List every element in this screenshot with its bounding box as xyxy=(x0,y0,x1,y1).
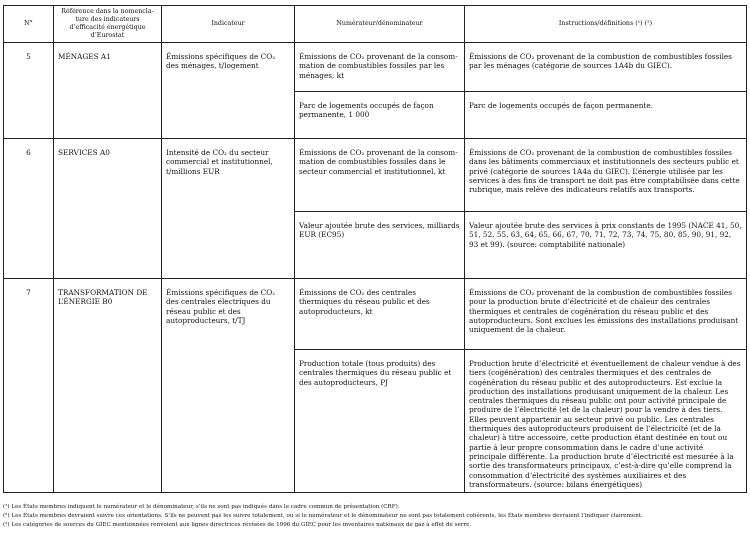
footnote-2: (²) Les États membres devraient suivre ces orientations. S’ils ne peuvent pas les suivre totalement, ou si le numérateur et le dénominateur ne sont pas totalement cohérents, les États membres devraient l’indiquer clairement. xyxy=(3,513,643,519)
footnote-3: (³) Les catégories de sources du GIEC mentionnées renvoient aux lignes directrices révisées de 1996 du GIEC pour les inventaires nationaux de gaz à effet de serre. xyxy=(3,522,472,528)
instruction-cell: Émissions de CO₂ provenant de la combustion de combustibles fossiles pour la production brute d’électricité et de chaleur des centrales thermiques et centrales de cogénération du réseau public et des autoproducteurs. Sont exclues les émissions des installations produisant uniquement de la chaleur. xyxy=(465,279,747,350)
row-reference: MÉNAGES A1 xyxy=(54,43,162,139)
header-reference: Référence dans la nomenclature des indicateurs d’efficacité énergétique d’Eurostat xyxy=(54,6,162,43)
numerator-cell: Émissions de CO₂ provenant de la consommation de combustibles fossiles dans le secteur commercial et institutionnel, kt xyxy=(295,139,465,212)
table-row xyxy=(4,279,747,350)
row-indicator: Intensité de CO₂ du secteur commercial et institutionnel, t/millions EUR xyxy=(162,139,295,279)
header-number: N° xyxy=(4,6,54,43)
row-indicator: Émissions spécifiques de CO₂ des centrales électriques du réseau public et des autoproducteurs, t/TJ xyxy=(162,279,295,493)
row-indicator: Émissions spécifiques de CO₂ des ménages, t/logement xyxy=(162,43,295,139)
row-number: 7 xyxy=(4,279,54,493)
instruction-cell: Émissions de CO₂ provenant de la combustion de combustibles fossiles dans les bâtiments commerciaux et institutionnels des secteurs public et privé (catégorie de sources 1A4a du GIEC). L’énergie utilisée par les services à des fins de transport ne doit pas être comptabilisée dans cette rubrique, mais relève des indicateurs relatifs aux transports. xyxy=(465,139,747,212)
denominator-cell: Production totale (tous produits) des centrales thermiques du réseau public et des autoproducteurs, PJ xyxy=(295,350,465,493)
instruction-cell: Émissions de CO₂ provenant de la combustion de combustibles fossiles par les ménages (catégorie de sources 1A4b du GIEC). xyxy=(465,43,747,92)
denominator-cell: Valeur ajoutée brute des services, milliards EUR (EC95) xyxy=(295,212,465,279)
header-instructions: Instructions/définitions (¹) (²) xyxy=(465,6,747,43)
footnotes xyxy=(3,503,746,530)
instruction-cell: Production brute d’électricité et éventuellement de chaleur vendue à des tiers (cogénération) des centrales thermiques et des centrales de cogénération du réseau public et des autoproducteurs. Est exclue la production des installations produisant uniquement de la chaleur. Les centrales thermiques du réseau public ont pour activité principale de produire de l’électricité (et de la chaleur) pour la vendre à des tiers. Elles peuvent appartenir au secteur privé ou public. Les centrales thermiques des autoproducteurs produisent de l’électricité (et de la chaleur) à titre accessoire, cette production étant destinée en tout ou partie à leur propre consommation dans le cadre d’une activité principale différente. La production brute d’électricité est mesurée à la sortie des transformateurs principaux, c’est-à-dire qu’elle comprend la consommation d’électricité des systèmes auxiliaires et des transformateurs. (source: bilans énergétiques) xyxy=(465,350,747,493)
numerator-cell: Émissions de CO₂ des centrales thermiques du réseau public et des autoproducteurs, kt xyxy=(295,279,465,350)
numerator-cell: Émissions de CO₂ provenant de la consommation de combustibles fossiles par les ménages, kt xyxy=(295,43,465,92)
header-numerator-denominator: Numérateur/dénominateur xyxy=(295,6,465,43)
indicator-table xyxy=(3,5,747,493)
row-number: 5 xyxy=(4,43,54,139)
footnote-1: (¹) Les États membres indiquent le numérateur et le dénominateur, s’ils ne sont pas indiqués dans le cadre commun de présentation (CRF). xyxy=(3,504,400,510)
row-number: 6 xyxy=(4,139,54,279)
table-row xyxy=(4,139,747,212)
header-indicator: Indicateur xyxy=(162,6,295,43)
instruction-cell: Parc de logements occupés de façon permanente. xyxy=(465,92,747,139)
row-reference: TRANSFORMATION DE L’ÉNERGIE B0 xyxy=(54,279,162,493)
denominator-cell: Parc de logements occupés de façon permanente, 1 000 xyxy=(295,92,465,139)
table-row xyxy=(4,43,747,92)
instruction-cell: Valeur ajoutée brute des services à prix constants de 1995 (NACE 41, 50, 51, 52, 55, 63, 64, 65, 66, 67, 70, 71, 72, 73, 74, 75, 80, 85, 90, 91, 92, 93 et 99). (source: comptabilité nationale) xyxy=(465,212,747,279)
row-reference: SERVICES A0 xyxy=(54,139,162,279)
header-row xyxy=(4,6,747,43)
